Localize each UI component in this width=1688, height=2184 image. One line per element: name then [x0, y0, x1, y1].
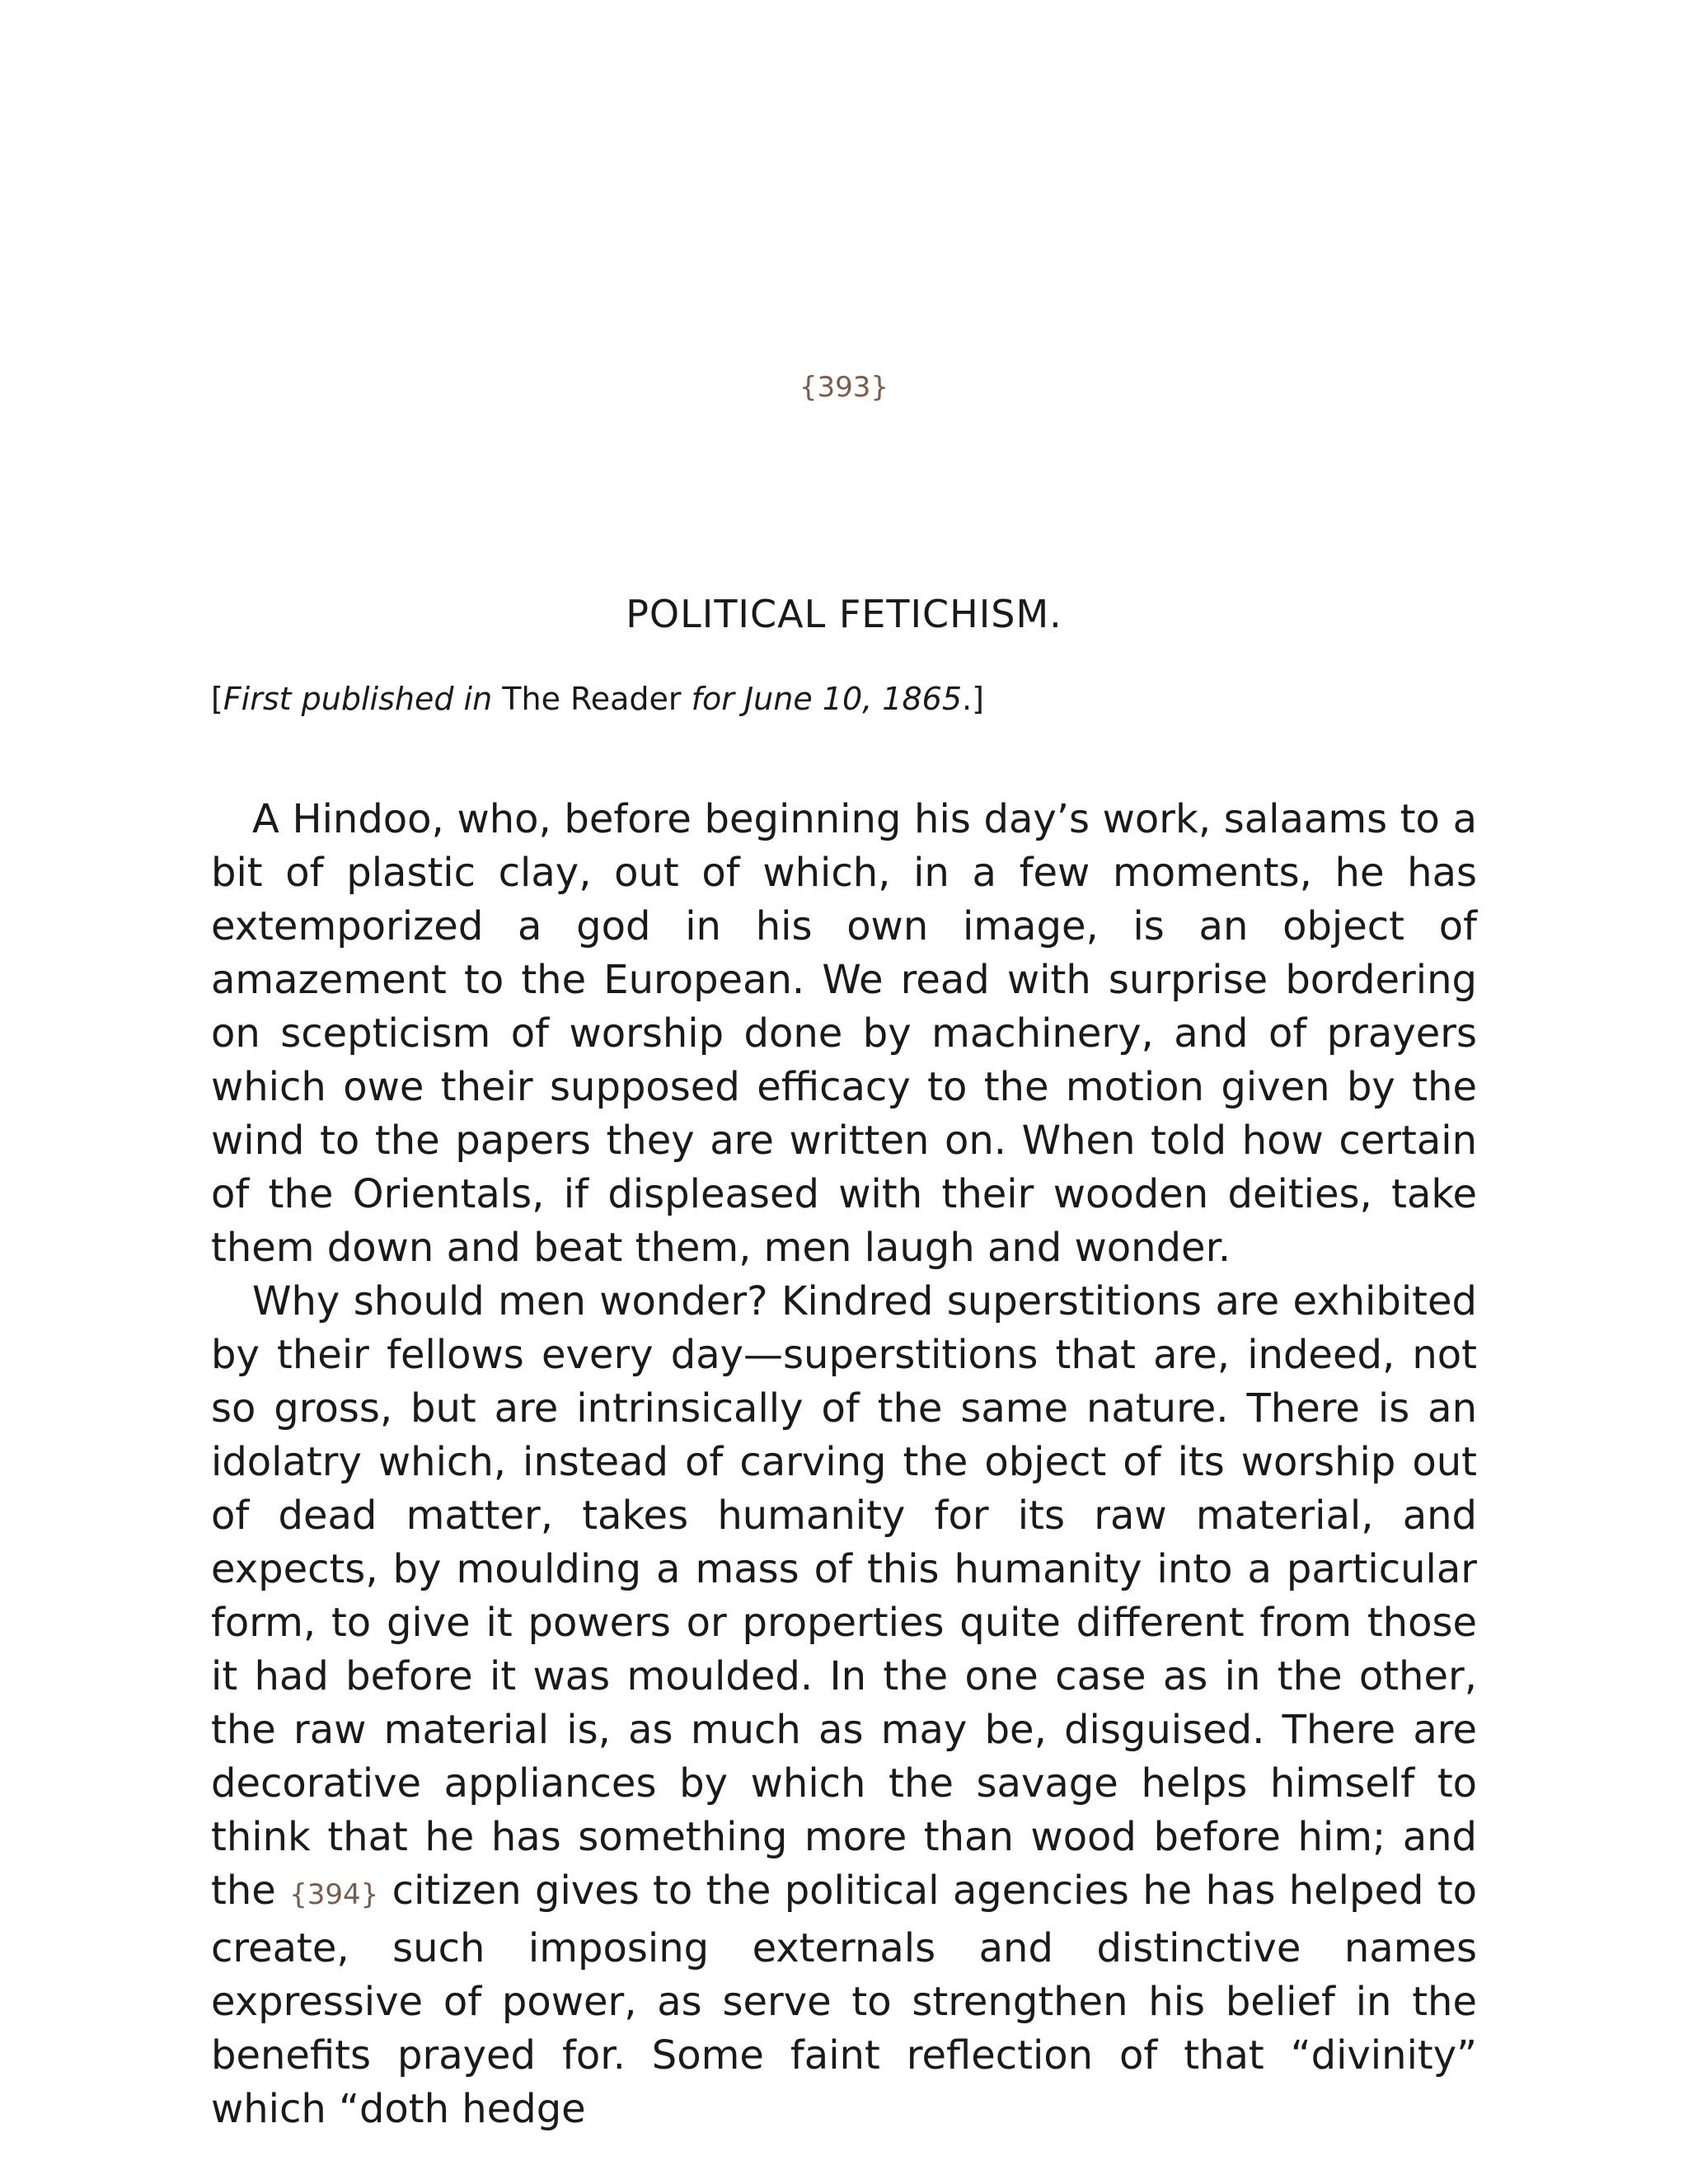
chapter-title: POLITICAL FETICHISM. [626, 592, 1062, 636]
paragraph-1: A Hindoo, who, before beginning his day’s work, salaams to a bit of plastic clay, out of which, in a few moments, he has extemporized a god in his own image, is an object of amazement to the European. We read with surprise bordering on scepticism of worship done by machinery, and of prayers which owe their supposed efficacy to the motion given by the wind to the papers they are written on. When told how certain of the Orientals, if displeased with their wooden deities, take them down and beat them, men laugh and wonder. [211, 796, 1477, 1271]
paragraph-2 [211, 1275, 1477, 2136]
body-text [211, 793, 1477, 2136]
pub-note-close: .] [962, 681, 984, 717]
inline-page-number: {394} [289, 1878, 379, 1911]
pub-note-open-bracket: [ [211, 681, 223, 717]
paragraph-2-part-1: Why should men wonder? Kindred superstitions are exhibited by their fellows every day—superstitions that are, indeed, not so gross, but are intrinsically of the same nature. There is an idolatry which, instead of carving the object of its worship out of dead matter, takes humanity for its raw material, and expects, by moulding a mass of this humanity into a particular form, to give it powers or properties quite different from those it had before it was moulded. In the one case as in the other, the raw material is, as much as may be, disguised. There are decorative appliances by which the savage helps himself to think that he has something more than wood before him; and the [211, 1278, 1477, 1914]
pub-note-publication-name: The Reader [502, 681, 682, 717]
publication-note [211, 681, 984, 717]
pub-note-first-published: First published in [223, 681, 493, 717]
paragraph-2-part-2: citizen gives to the political agencies he has helped to create, such imposing externals and distinctive names expressive of power, as serve to strengthen his belief in the benefits prayed for. Some faint reflection of that “divinity” which “doth hedge [211, 1868, 1478, 2132]
pub-note-date: for June 10, 1865 [691, 681, 963, 717]
page-number-top: {393} [799, 371, 889, 404]
